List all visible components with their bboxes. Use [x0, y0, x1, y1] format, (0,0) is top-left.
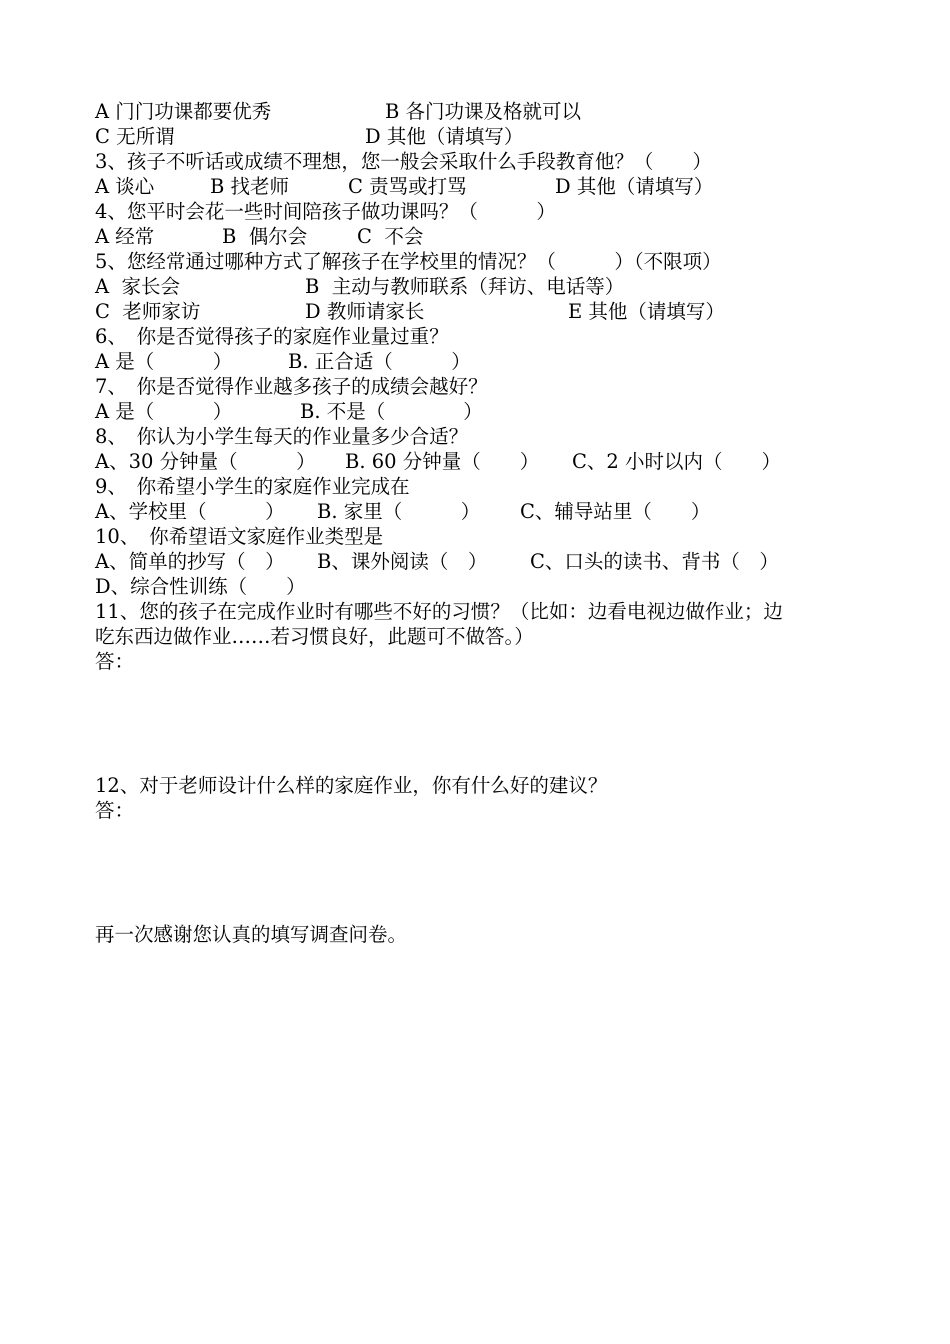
q6-options	[95, 349, 471, 374]
q8-question	[95, 424, 469, 449]
option-a: A 门门功课都要优秀	[95, 100, 272, 123]
answer-label: 答：	[95, 799, 135, 822]
question-text: 10、 你希望语文家庭作业类型是	[95, 525, 384, 548]
q7-options	[95, 399, 483, 424]
q5-options-row2	[95, 299, 725, 324]
option-c: C、辅导站里（ ）	[520, 500, 711, 523]
option-a: A、30 分钟量（ ）	[95, 450, 316, 473]
q10-options-row1	[95, 549, 779, 574]
q10-question	[95, 524, 384, 549]
closing-thanks	[95, 922, 408, 947]
question-text: 11、您的孩子在完成作业时有哪些不好的习惯？（比如：边看电视边做作业；边	[95, 600, 783, 623]
option-d: D 教师请家长	[305, 300, 425, 323]
option-c: C 无所谓	[95, 125, 175, 148]
q4-question	[95, 199, 556, 224]
option-c: C 老师家访	[95, 300, 201, 323]
q11-question-line1	[95, 599, 783, 624]
q2-options-row1	[95, 99, 582, 124]
q6-question	[95, 324, 449, 349]
question-text: 12、对于老师设计什么样的家庭作业，你有什么好的建议？	[95, 774, 608, 797]
q12-question	[95, 773, 608, 798]
option-b: B 找老师	[210, 175, 290, 198]
option-b: B. 家里（ ）	[317, 500, 481, 523]
option-a: A、简单的抄写（ ）	[95, 550, 285, 573]
option-c: C、2 小时以内（ ）	[572, 450, 782, 473]
option-e: E 其他（请填写）	[568, 300, 725, 323]
option-c: C 责骂或打骂	[348, 175, 467, 198]
option-a: A 家长会	[95, 275, 180, 298]
answer-label: 答：	[95, 650, 135, 673]
option-c: C 不会	[357, 225, 424, 248]
option-d: D 其他（请填写）	[555, 175, 714, 198]
option-c: C、口头的读书、背书（ ）	[530, 550, 779, 573]
option-b: B. 60 分钟量（ ）	[345, 450, 540, 473]
question-text: 7、 你是否觉得作业越多孩子的成绩会越好？	[95, 375, 488, 398]
option-a: A 经常	[95, 225, 155, 248]
option-b: B. 不是（ ）	[300, 400, 483, 423]
option-b: B、课外阅读（ ）	[317, 550, 488, 573]
q12-answer	[95, 798, 135, 823]
option-b: B. 正合适（ ）	[288, 350, 471, 373]
q3-options	[95, 174, 714, 199]
option-a: A 谈心	[95, 175, 155, 198]
option-a: A 是（ ）	[95, 400, 233, 423]
question-text: 6、 你是否觉得孩子的家庭作业量过重？	[95, 325, 449, 348]
q5-options-row1	[95, 274, 625, 299]
question-text: 9、 你希望小学生的家庭作业完成在	[95, 475, 410, 498]
question-text: 3、孩子不听话或成绩不理想，您一般会采取什么手段教育他？（ ）	[95, 150, 712, 173]
q5-question	[95, 249, 722, 274]
q11-answer	[95, 649, 135, 674]
question-text: 8、 你认为小学生每天的作业量多少合适？	[95, 425, 469, 448]
option-a: A、学校里（ ）	[95, 500, 285, 523]
q7-question	[95, 374, 488, 399]
option-a: A 是（ ）	[95, 350, 233, 373]
q9-question	[95, 474, 410, 499]
option-d: D、综合性训练（ ）	[95, 575, 306, 598]
q4-options	[95, 224, 424, 249]
q11-question-line2	[95, 624, 534, 649]
q3-question	[95, 149, 712, 174]
q2-options-row2	[95, 124, 524, 149]
question-text: 5、您经常通过哪种方式了解孩子在学校里的情况？（ ）（不限项）	[95, 250, 722, 273]
thanks-text: 再一次感谢您认真的填写调查问卷。	[95, 923, 408, 946]
question-text: 4、您平时会花一些时间陪孩子做功课吗？（ ）	[95, 200, 556, 223]
option-b: B 各门功课及格就可以	[385, 100, 582, 123]
q9-options	[95, 499, 711, 524]
q8-options	[95, 449, 782, 474]
question-text: 吃东西边做作业……若习惯良好，此题可不做答。）	[95, 625, 534, 648]
q10-options-row2	[95, 574, 306, 599]
option-d: D 其他（请填写）	[365, 125, 524, 148]
option-b: B 主动与教师联系（拜访、电话等）	[305, 275, 625, 298]
option-b: B 偶尔会	[222, 225, 308, 248]
